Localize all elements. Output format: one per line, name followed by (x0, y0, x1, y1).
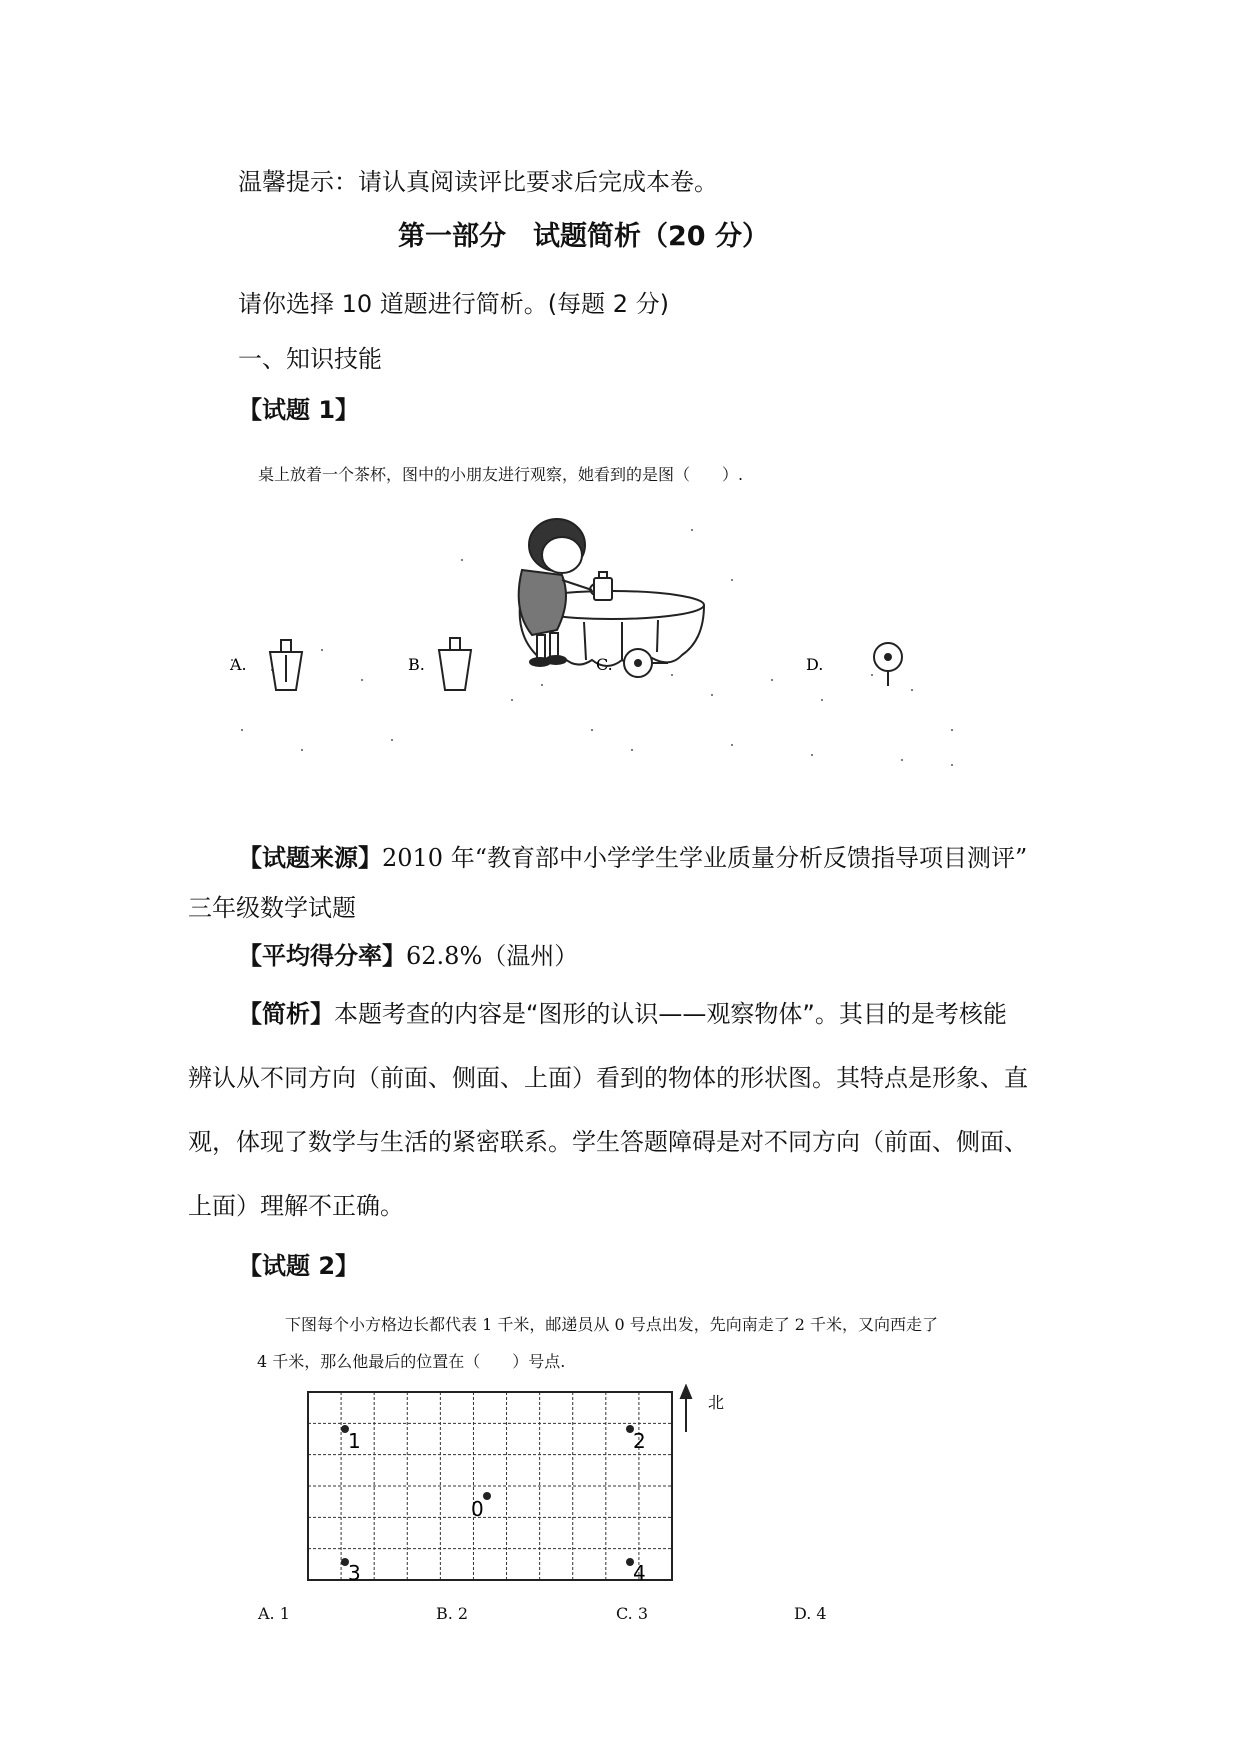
option-d-label: D. (806, 655, 824, 674)
rate-label: 【平均得分率】 (238, 942, 406, 970)
point-4-label: 4 (633, 1561, 646, 1584)
question-1-label: 【试题 1】 (238, 396, 360, 424)
rate-value: 62.8%（温州） (406, 942, 579, 970)
q2-option-c: C. 3 (616, 1604, 649, 1623)
source-text: 2010 年“教育部中小学学生学业质量分析反馈指导项目测评” (382, 844, 1028, 872)
section-heading: 一、知识技能 (238, 345, 382, 373)
point-0-label: 0 (471, 1497, 484, 1521)
source-label: 【试题来源】 (238, 844, 382, 872)
grid-points (341, 1425, 634, 1566)
point-1-label: 1 (348, 1429, 361, 1453)
point-2-label: 2 (633, 1429, 646, 1453)
point-3-label: 3 (348, 1561, 361, 1584)
part-title: 第一部分 试题简析（20 分） (398, 221, 769, 252)
option-c-label: C. (596, 655, 613, 674)
q2-option-a: A. 1 (258, 1604, 290, 1623)
cup-on-table (590, 572, 612, 600)
analysis-line-2: 辨认从不同方向（前面、侧面、上面）看到的物体的形状图。其特点是形象、直 (188, 1064, 1028, 1092)
option-a-cup-icon (270, 640, 302, 690)
scan-speckle (231, 529, 953, 766)
question-2-label: 【试题 2】 (238, 1252, 360, 1280)
analysis-line-3: 观，体现了数学与生活的紧密联系。学生答题障碍是对不同方向（前面、侧面、 (188, 1128, 1028, 1156)
rate-line (238, 936, 578, 971)
question-2-grid-figure (300, 1384, 760, 1584)
source-line-1 (238, 838, 1027, 873)
tip-text: 温馨提示：请认真阅读评比要求后完成本卷。 (238, 168, 718, 196)
option-b-cup-icon (439, 638, 471, 690)
option-a-label: A. (230, 655, 247, 674)
question-1-figure (212, 500, 972, 780)
analysis-label: 【简析】 (238, 1000, 334, 1028)
analysis-text-1: 本题考查的内容是“图形的认识——观察物体”。其目的是考核能 (334, 1000, 1007, 1028)
option-b-label: B. (408, 655, 425, 674)
option-d-cup-top-icon (874, 643, 902, 686)
option-c-cup-top-icon (624, 649, 668, 677)
source-line-2: 三年级数学试题 (188, 894, 356, 922)
question-2-prompt-line-1: 下图每个小方格边长都代表 1 千米，邮递员从 0 号点出发，先向南走了 2 千米，又向西走了 (285, 1315, 939, 1334)
grid (308, 1392, 672, 1580)
instruction-text: 请你选择 10 道题进行简析。(每题 2 分) (238, 290, 670, 318)
north-arrow-icon (681, 1386, 691, 1432)
question-2-prompt-line-2: 4 千米，那么他最后的位置在（ ）号点. (257, 1352, 566, 1371)
q2-option-b: B. 2 (436, 1604, 469, 1623)
analysis-line-4: 上面）理解不正确。 (188, 1192, 404, 1220)
question-1-prompt: 桌上放着一个茶杯，图中的小朋友进行观察，她看到的是图（ ）. (258, 465, 744, 484)
north-label: 北 (708, 1393, 725, 1412)
analysis-line-1 (238, 994, 1007, 1029)
q2-option-d: D. 4 (794, 1604, 827, 1623)
